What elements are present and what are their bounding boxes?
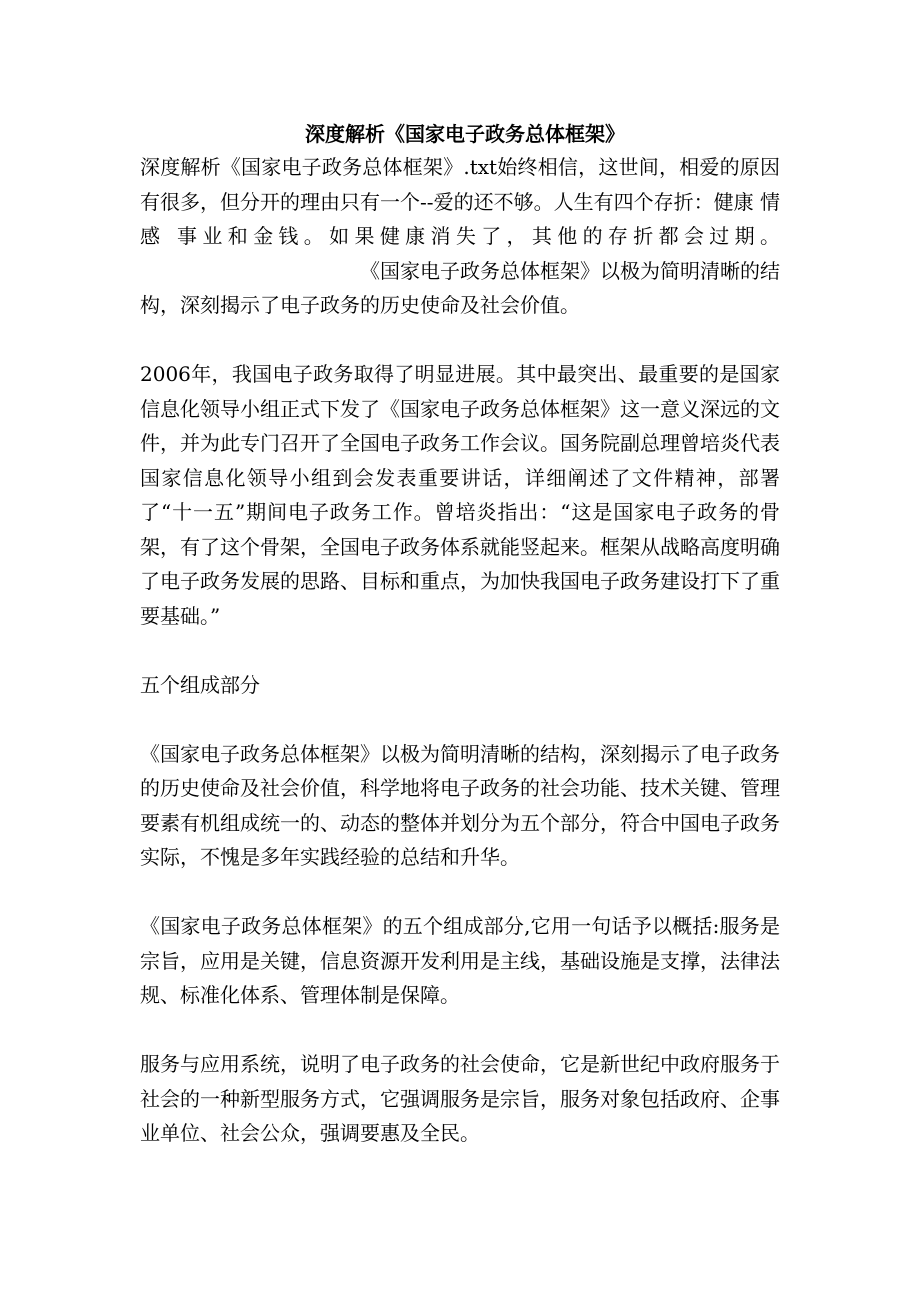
- intro-paragraph: [140, 150, 780, 323]
- paragraph-structure: 《国家电子政务总体框架》以极为简明清晰的结构，深刻揭示了电子政务的历史使命及社会价值，科学地将电子政务的社会功能、技术关键、管理要素有机组成统一的、动态的整体并划分为五个部分，符合中国电子政务实际，不愧是多年实践经验的总结和升华。: [140, 741, 780, 869]
- paragraph-2006: 2006年，我国电子政务取得了明显进展。其中最突出、最重要的是国家信息化领导小组正式下发了《国家电子政务总体框架》这一意义深远的文件，并为此专门召开了全国电子政务工作会议。国务院副总理曾培炎代表国家信息化领导小组到会发表重要讲话，详细阐述了文件精神，部署了“十一五”期间电子政务工作。曾培炎指出：“这是国家电子政务的骨架，有了这个骨架，全国电子政务体系就能竖起来。框架从战略高度明确了电子政务发展的思路、目标和重点，为加快我国电子政务建设打下了重要基础。”: [140, 362, 780, 628]
- section-heading-five-parts: 五个组成部分: [140, 672, 260, 697]
- intro-text-part2: 《国家电子政务总体框架》以极为简明清晰的结构，深刻揭示了电子政务的历史使命及社会价值。: [140, 258, 780, 317]
- paragraph-summary: 《国家电子政务总体框架》的五个组成部分,它用一句话予以概括:服务是宗旨，应用是关键，信息资源开发利用是主线，基础设施是支撑，法律法规、标准化体系、管理体制是保障。: [140, 914, 780, 1007]
- paragraph-service: 服务与应用系统，说明了电子政务的社会使命，它是新世纪中政府服务于社会的一种新型服务方式，它强调服务是宗旨，服务对象包括政府、企事业单位、社会公众，强调要惠及全民。: [140, 1052, 780, 1145]
- intro-text-part1: 深度解析《国家电子政务总体框架》.txt始终相信，这世间，相爱的原因有很多，但分开的理由只有一个--爱的还不够。人生有四个存折：健康 情感 事业和金钱。如果健康消失了，其他的存折都会过期。: [140, 155, 780, 248]
- document-page: [140, 118, 780, 1185]
- document-title: 深度解析《国家电子政务总体框架》: [305, 122, 625, 146]
